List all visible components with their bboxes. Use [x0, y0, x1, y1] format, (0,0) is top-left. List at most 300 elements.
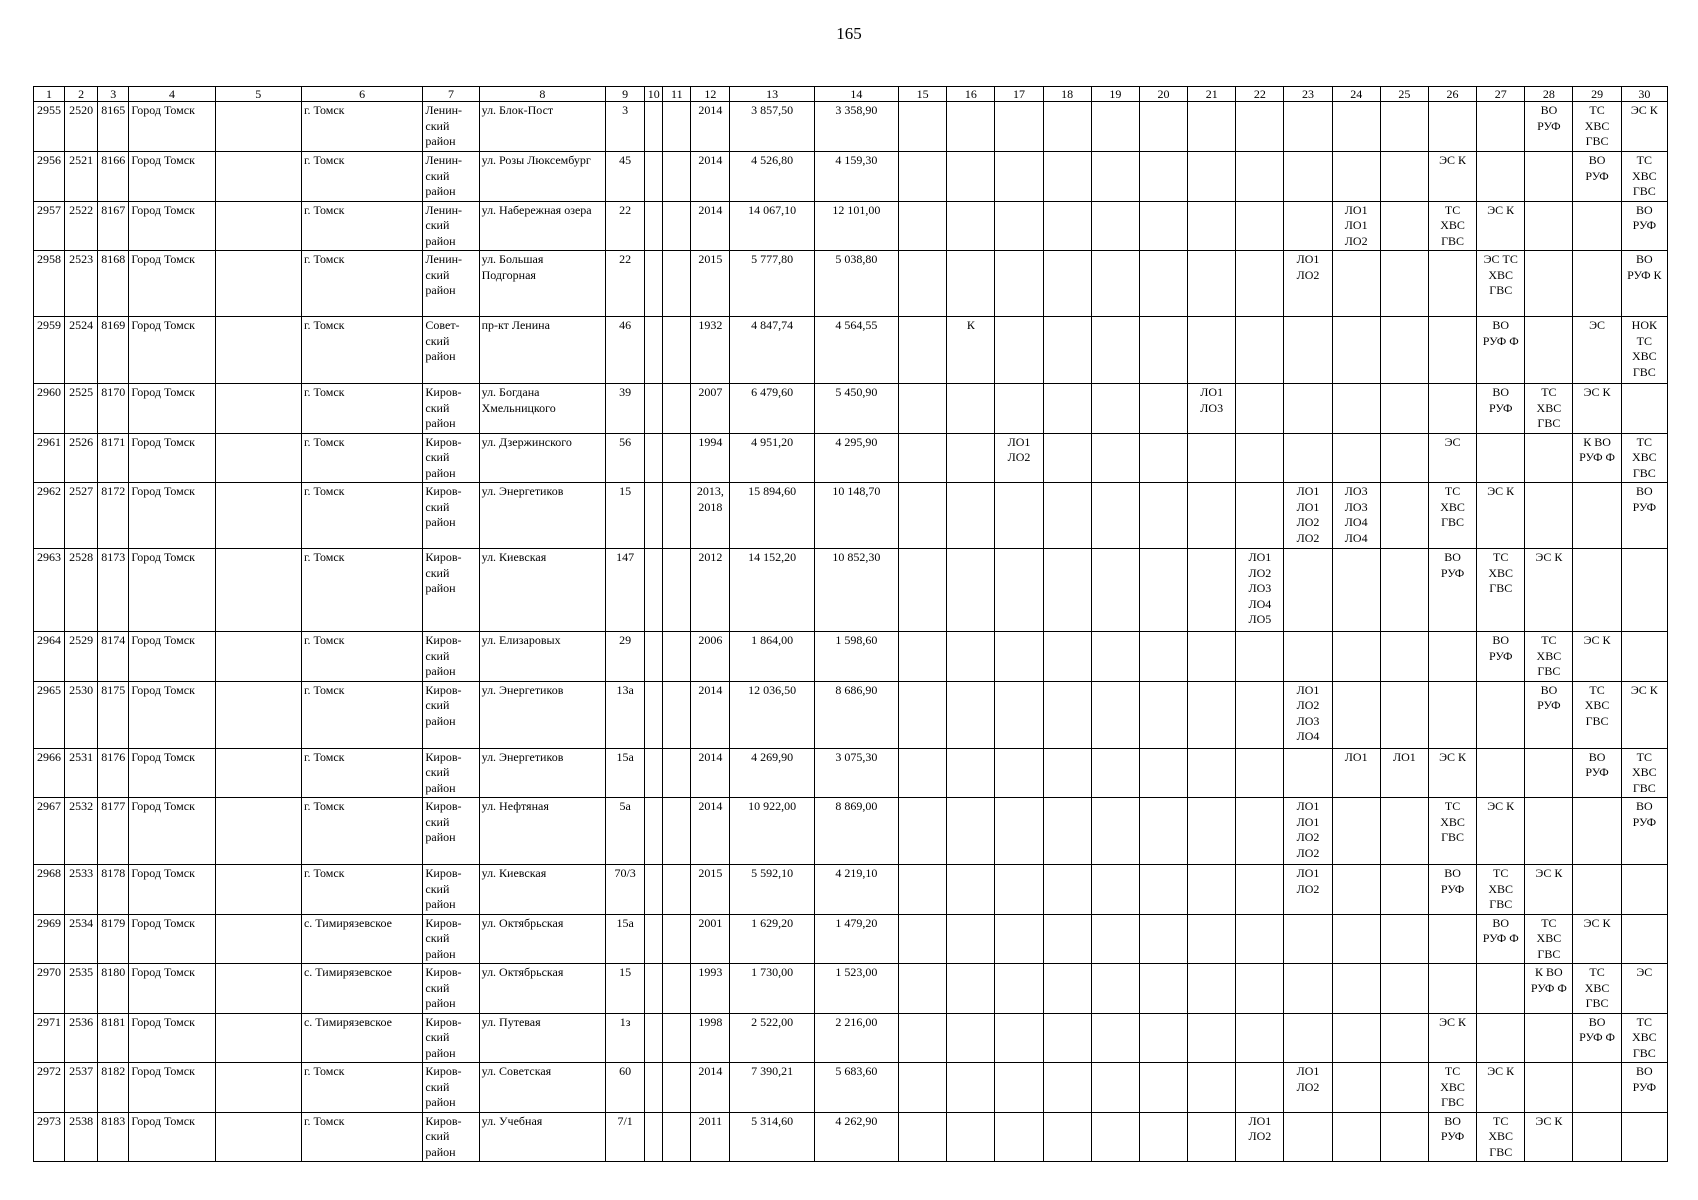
cell-text: К ВО [1535, 965, 1563, 979]
cell-text: ул. Нефтяная [481, 799, 549, 813]
cell-text: 2962 [37, 484, 62, 498]
cell-text: 5 314,60 [751, 1113, 794, 1128]
cell-col-17 [995, 201, 1043, 251]
cell-text: ТС [1493, 1113, 1509, 1128]
cell-col-15 [899, 1112, 947, 1162]
cell-text: ХВС [1440, 499, 1465, 514]
cell-text: ЛО2 [1296, 530, 1320, 545]
cell-col-10 [645, 865, 663, 915]
cell-col-21 [1188, 1063, 1236, 1113]
cell-col-18 [1043, 964, 1091, 1014]
column-header-1: 1 [34, 87, 65, 102]
cell-text: ЛО3 [1200, 400, 1224, 415]
cell-col-10 [645, 632, 663, 682]
cell-col-15 [899, 433, 947, 483]
cell-text: ЛО1 [1007, 434, 1031, 449]
cell-col-10 [645, 1112, 663, 1162]
cell-col-27 [1477, 102, 1525, 152]
table-row [34, 251, 1668, 317]
cell-text: 4 526,80 [751, 153, 794, 167]
cell-col-25 [1380, 1112, 1428, 1162]
cell-col-8 [479, 1112, 605, 1162]
cell-text: 22 [619, 252, 632, 266]
cell-text: ский [425, 1129, 450, 1143]
cell-text: ГВС [1585, 996, 1609, 1010]
cell-text: ВО [1444, 1113, 1461, 1128]
cell-text: РУФ [1585, 168, 1609, 183]
cell-text: Город Томск [131, 1064, 195, 1078]
cell-col-17 [995, 865, 1043, 915]
cell-col-12 [691, 483, 730, 549]
cell-col-2 [65, 632, 98, 682]
cell-col-7 [423, 251, 479, 317]
cell-text: 2969 [37, 915, 62, 930]
cell-text: ХВС [1631, 168, 1657, 183]
cell-col-22 [1236, 102, 1284, 152]
cell-col-6 [301, 681, 422, 748]
cell-col-13 [730, 317, 814, 384]
cell-text: ский [425, 400, 450, 415]
cell-text: ул. Октябрьская [481, 965, 564, 979]
cell-col-12 [691, 914, 730, 964]
cell-text: ХВС [1536, 648, 1562, 663]
cell-col-8 [479, 1013, 605, 1063]
cell-text: ский [425, 1030, 450, 1044]
cell-col-18 [1043, 317, 1091, 384]
cell-col-24 [1332, 1112, 1380, 1162]
cell-text: ЛО5 [1248, 612, 1272, 626]
cell-col-5 [215, 384, 301, 434]
cell-text: 2 522,00 [751, 1014, 794, 1029]
cell-col-14 [814, 102, 898, 152]
cell-col-4 [129, 152, 215, 202]
cell-text: 12 036,50 [748, 682, 797, 697]
cell-col-11 [663, 1063, 691, 1113]
cell-col-13 [730, 964, 814, 1014]
cell-text: 15а [616, 915, 634, 930]
column-header-9: 9 [606, 87, 645, 102]
cell-col-26 [1428, 251, 1476, 317]
cell-col-8 [479, 201, 605, 251]
cell-col-21 [1188, 914, 1236, 964]
cell-text: ТС [1589, 965, 1605, 979]
cell-col-23 [1284, 798, 1332, 865]
cell-col-26 [1428, 1063, 1476, 1113]
cell-text: район [425, 713, 456, 728]
cell-text: 8 686,90 [835, 682, 878, 697]
cell-col-15 [899, 483, 947, 549]
cell-col-13 [730, 152, 814, 202]
cell-text: ВО [1635, 202, 1653, 217]
cell-col-1 [34, 483, 65, 549]
cell-text: район [425, 184, 456, 198]
cell-col-1 [34, 748, 65, 798]
cell-col-20 [1139, 914, 1187, 964]
cell-text: г. Томск [303, 153, 345, 167]
cell-text: 2018 [698, 499, 723, 514]
cell-text: ХВС [1584, 698, 1610, 712]
cell-text: 2523 [69, 252, 94, 266]
cell-col-7 [423, 433, 479, 483]
cell-text: г. Томск [303, 633, 345, 647]
cell-col-5 [215, 632, 301, 682]
cell-text: ЭС К [1535, 866, 1563, 880]
cell-text: Город Томск [131, 434, 195, 449]
cell-text: 14 067,10 [748, 202, 797, 217]
cell-text: 2014 [698, 202, 723, 217]
cell-text: 2015 [698, 866, 723, 880]
cell-col-9 [606, 681, 645, 748]
cell-col-30 [1621, 1013, 1667, 1063]
column-header-8: 8 [479, 87, 605, 102]
cell-text: Ленин- [425, 103, 463, 117]
cell-col-25 [1380, 964, 1428, 1014]
cell-col-4 [129, 433, 215, 483]
cell-col-29 [1573, 865, 1621, 915]
cell-text: 2015 [698, 252, 723, 266]
cell-text: Киров- [425, 633, 462, 647]
cell-text: Ленин- [425, 252, 463, 266]
cell-col-14 [814, 384, 898, 434]
column-header-19: 19 [1091, 87, 1139, 102]
cell-col-23 [1284, 632, 1332, 682]
cell-col-15 [899, 748, 947, 798]
cell-text: 8170 [101, 385, 126, 399]
cell-col-25 [1380, 251, 1428, 317]
cell-col-6 [301, 483, 422, 549]
cell-col-11 [663, 798, 691, 865]
cell-text: 4 269,90 [751, 749, 794, 764]
cell-text: ЛО1 [1344, 218, 1368, 232]
cell-text: 70/3 [614, 866, 636, 880]
cell-col-13 [730, 865, 814, 915]
cell-col-15 [899, 549, 947, 632]
cell-text: ВО [1635, 799, 1653, 813]
cell-col-3 [98, 748, 129, 798]
cell-col-14 [814, 1013, 898, 1063]
cell-col-26 [1428, 865, 1476, 915]
table-row [34, 384, 1668, 434]
cell-text: Город Томск [131, 633, 195, 647]
column-header-11: 11 [663, 87, 691, 102]
cell-col-26 [1428, 1013, 1476, 1063]
cell-col-7 [423, 865, 479, 915]
cell-col-8 [479, 152, 605, 202]
cell-col-30 [1621, 681, 1667, 748]
cell-col-10 [645, 251, 663, 317]
cell-text: 2961 [37, 434, 62, 449]
cell-text: 2970 [37, 965, 62, 979]
cell-col-12 [691, 798, 730, 865]
cell-col-6 [301, 1063, 422, 1113]
cell-col-13 [730, 632, 814, 682]
cell-col-7 [423, 632, 479, 682]
cell-col-1 [34, 865, 65, 915]
cell-text: ЭС К [1535, 1113, 1563, 1128]
cell-col-12 [691, 152, 730, 202]
cell-col-1 [34, 1063, 65, 1113]
cell-col-2 [65, 914, 98, 964]
cell-col-30 [1621, 152, 1667, 202]
cell-col-24 [1332, 384, 1380, 434]
cell-col-4 [129, 798, 215, 865]
cell-text: 13а [616, 682, 634, 697]
cell-col-24 [1332, 433, 1380, 483]
cell-col-19 [1091, 549, 1139, 632]
cell-col-15 [899, 384, 947, 434]
cell-col-27 [1477, 914, 1525, 964]
cell-col-29 [1573, 152, 1621, 202]
cell-text: 56 [619, 434, 632, 449]
cell-col-10 [645, 152, 663, 202]
cell-col-10 [645, 102, 663, 152]
cell-text: район [425, 1095, 456, 1109]
cell-col-23 [1284, 483, 1332, 549]
cell-text: 8167 [101, 202, 126, 217]
cell-col-14 [814, 681, 898, 748]
cell-text: ХВС [1488, 565, 1514, 580]
cell-text: 2006 [698, 633, 723, 647]
table-body [34, 102, 1668, 1162]
cell-col-9 [606, 1112, 645, 1162]
cell-col-29 [1573, 102, 1621, 152]
cell-text: ЛО4 [1344, 515, 1368, 529]
cell-col-9 [606, 549, 645, 632]
cell-text: ский [425, 1079, 450, 1094]
cell-text: ул. Киевская [481, 866, 547, 880]
cell-col-22 [1236, 865, 1284, 915]
cell-text: ЛО1 [1296, 484, 1320, 498]
cell-col-12 [691, 433, 730, 483]
cell-text: ский [425, 499, 450, 514]
cell-col-25 [1380, 201, 1428, 251]
cell-text: ЭС К [1630, 103, 1658, 117]
cell-col-25 [1380, 1013, 1428, 1063]
cell-col-30 [1621, 549, 1667, 632]
cell-text: Город Томск [131, 103, 195, 117]
cell-text: 4 159,30 [835, 153, 878, 167]
cell-col-20 [1139, 1013, 1187, 1063]
cell-text: ТС [1636, 749, 1652, 764]
cell-col-13 [730, 384, 814, 434]
cell-text: ЛО2 [1296, 698, 1320, 712]
cell-col-7 [423, 1112, 479, 1162]
cell-col-12 [691, 102, 730, 152]
cell-col-24 [1332, 1063, 1380, 1113]
cell-col-9 [606, 1013, 645, 1063]
cell-col-11 [663, 384, 691, 434]
cell-col-27 [1477, 433, 1525, 483]
cell-text: 2014 [698, 799, 723, 813]
cell-text: РУФ [1537, 698, 1561, 712]
cell-col-5 [215, 865, 301, 915]
cell-col-10 [645, 433, 663, 483]
cell-col-11 [663, 433, 691, 483]
cell-col-1 [34, 632, 65, 682]
cell-col-16 [947, 964, 995, 1014]
cell-col-21 [1188, 384, 1236, 434]
cell-text: Киров- [425, 434, 462, 449]
cell-text: ул. Октябрьская [481, 915, 564, 930]
cell-col-6 [301, 748, 422, 798]
cell-col-18 [1043, 483, 1091, 549]
cell-col-30 [1621, 865, 1667, 915]
cell-col-28 [1525, 549, 1573, 632]
cell-text: 2530 [69, 682, 94, 697]
cell-text: район [425, 830, 456, 844]
cell-col-8 [479, 384, 605, 434]
cell-text: ский [425, 450, 450, 464]
cell-col-29 [1573, 317, 1621, 384]
cell-text: Город Томск [131, 153, 195, 167]
cell-text: ЭС К [1439, 153, 1467, 167]
cell-col-5 [215, 201, 301, 251]
cell-col-4 [129, 632, 215, 682]
cell-text: ул. Розы Люксембург [481, 153, 591, 167]
column-header-14: 14 [814, 87, 898, 102]
cell-text: район [425, 1144, 456, 1159]
cell-col-7 [423, 201, 479, 251]
cell-text: Киров- [425, 749, 462, 764]
cell-col-7 [423, 152, 479, 202]
cell-col-25 [1380, 914, 1428, 964]
cell-text: 5 683,60 [835, 1064, 878, 1078]
cell-col-11 [663, 152, 691, 202]
cell-col-29 [1573, 384, 1621, 434]
cell-col-20 [1139, 681, 1187, 748]
cell-text: ГВС [1441, 515, 1465, 529]
cell-col-15 [899, 102, 947, 152]
cell-col-5 [215, 251, 301, 317]
cell-col-21 [1188, 201, 1236, 251]
cell-col-6 [301, 914, 422, 964]
cell-text: Город Томск [131, 682, 195, 697]
cell-text: РУФ Ф [1530, 980, 1567, 995]
cell-col-15 [899, 914, 947, 964]
cell-col-13 [730, 251, 814, 317]
cell-text: 8182 [101, 1064, 126, 1078]
cell-text: ул. Большая [481, 252, 544, 266]
cell-text: г. Томск [303, 103, 345, 117]
cell-text: ГВС [1489, 283, 1513, 297]
cell-text: 8171 [101, 434, 126, 449]
cell-col-24 [1332, 251, 1380, 317]
cell-col-16 [947, 1013, 995, 1063]
cell-col-27 [1477, 549, 1525, 632]
cell-col-22 [1236, 549, 1284, 632]
cell-text: РУФ [1632, 499, 1657, 514]
cell-col-28 [1525, 1112, 1573, 1162]
cell-col-18 [1043, 152, 1091, 202]
cell-text: РУФ [1440, 1129, 1465, 1143]
column-header-17: 17 [995, 87, 1043, 102]
cell-text: Киров- [425, 682, 462, 697]
cell-col-29 [1573, 798, 1621, 865]
cell-text: РУФ [1440, 881, 1465, 896]
cell-text: ВО [1588, 1014, 1606, 1029]
cell-text: 8177 [101, 799, 126, 813]
cell-text: ЛО2 [1248, 565, 1272, 580]
cell-text: ЛО3 [1296, 713, 1320, 728]
cell-text: г. Томск [303, 550, 345, 564]
cell-col-13 [730, 102, 814, 152]
cell-col-11 [663, 251, 691, 317]
cell-text: ЭС [1444, 434, 1461, 449]
table-row [34, 1112, 1668, 1162]
cell-col-17 [995, 152, 1043, 202]
cell-text: ЛО1 [1296, 1064, 1320, 1078]
cell-text: 5 450,90 [835, 385, 878, 399]
cell-text: г. Томск [303, 252, 345, 266]
cell-text: ХВС [1584, 980, 1610, 995]
cell-text: ХВС [1440, 218, 1465, 232]
cell-col-3 [98, 201, 129, 251]
column-header-15: 15 [899, 87, 947, 102]
cell-text: ХВС [1440, 1079, 1465, 1094]
cell-text: г. Томск [303, 484, 345, 498]
cell-text: ТС [1444, 1064, 1461, 1078]
cell-col-3 [98, 1112, 129, 1162]
cell-text: ВО [1492, 385, 1510, 399]
cell-text: ский [425, 565, 450, 580]
column-header-30: 30 [1621, 87, 1667, 102]
cell-col-24 [1332, 102, 1380, 152]
cell-col-17 [995, 798, 1043, 865]
cell-text: ЛО2 [1007, 450, 1031, 464]
cell-text: ЛО2 [1296, 830, 1320, 844]
cell-text: ский [425, 698, 450, 712]
cell-text: район [425, 780, 456, 795]
cell-col-9 [606, 1063, 645, 1113]
cell-col-26 [1428, 483, 1476, 549]
cell-col-9 [606, 632, 645, 682]
cell-col-5 [215, 798, 301, 865]
cell-text: 12 101,00 [832, 202, 881, 217]
cell-text: 2967 [37, 799, 62, 813]
cell-col-8 [479, 483, 605, 549]
cell-col-20 [1139, 748, 1187, 798]
cell-col-26 [1428, 964, 1476, 1014]
cell-text: 2968 [37, 866, 62, 880]
cell-col-13 [730, 1063, 814, 1113]
cell-col-7 [423, 384, 479, 434]
cell-text: 10 922,00 [748, 799, 797, 813]
cell-text: ТС [1541, 915, 1557, 930]
cell-col-11 [663, 549, 691, 632]
cell-col-19 [1091, 964, 1139, 1014]
cell-text: ВО [1540, 103, 1558, 117]
cell-text: 2971 [37, 1014, 62, 1029]
cell-col-10 [645, 483, 663, 549]
cell-col-12 [691, 1063, 730, 1113]
cell-text: 15 [619, 484, 632, 498]
cell-text: ГВС [1585, 713, 1609, 728]
column-header-25: 25 [1380, 87, 1428, 102]
cell-col-6 [301, 1013, 422, 1063]
cell-col-17 [995, 748, 1043, 798]
cell-text: 46 [619, 318, 632, 332]
cell-text: ул. Набережная озера [481, 202, 592, 217]
cell-text: ТС [1444, 484, 1461, 498]
cell-text: район [425, 996, 456, 1010]
cell-text: ТС [1444, 799, 1461, 813]
cell-text: 8183 [101, 1113, 126, 1128]
cell-text: ский [425, 218, 450, 232]
column-header-5: 5 [215, 87, 301, 102]
cell-col-17 [995, 317, 1043, 384]
cell-col-9 [606, 964, 645, 1014]
cell-col-28 [1525, 748, 1573, 798]
